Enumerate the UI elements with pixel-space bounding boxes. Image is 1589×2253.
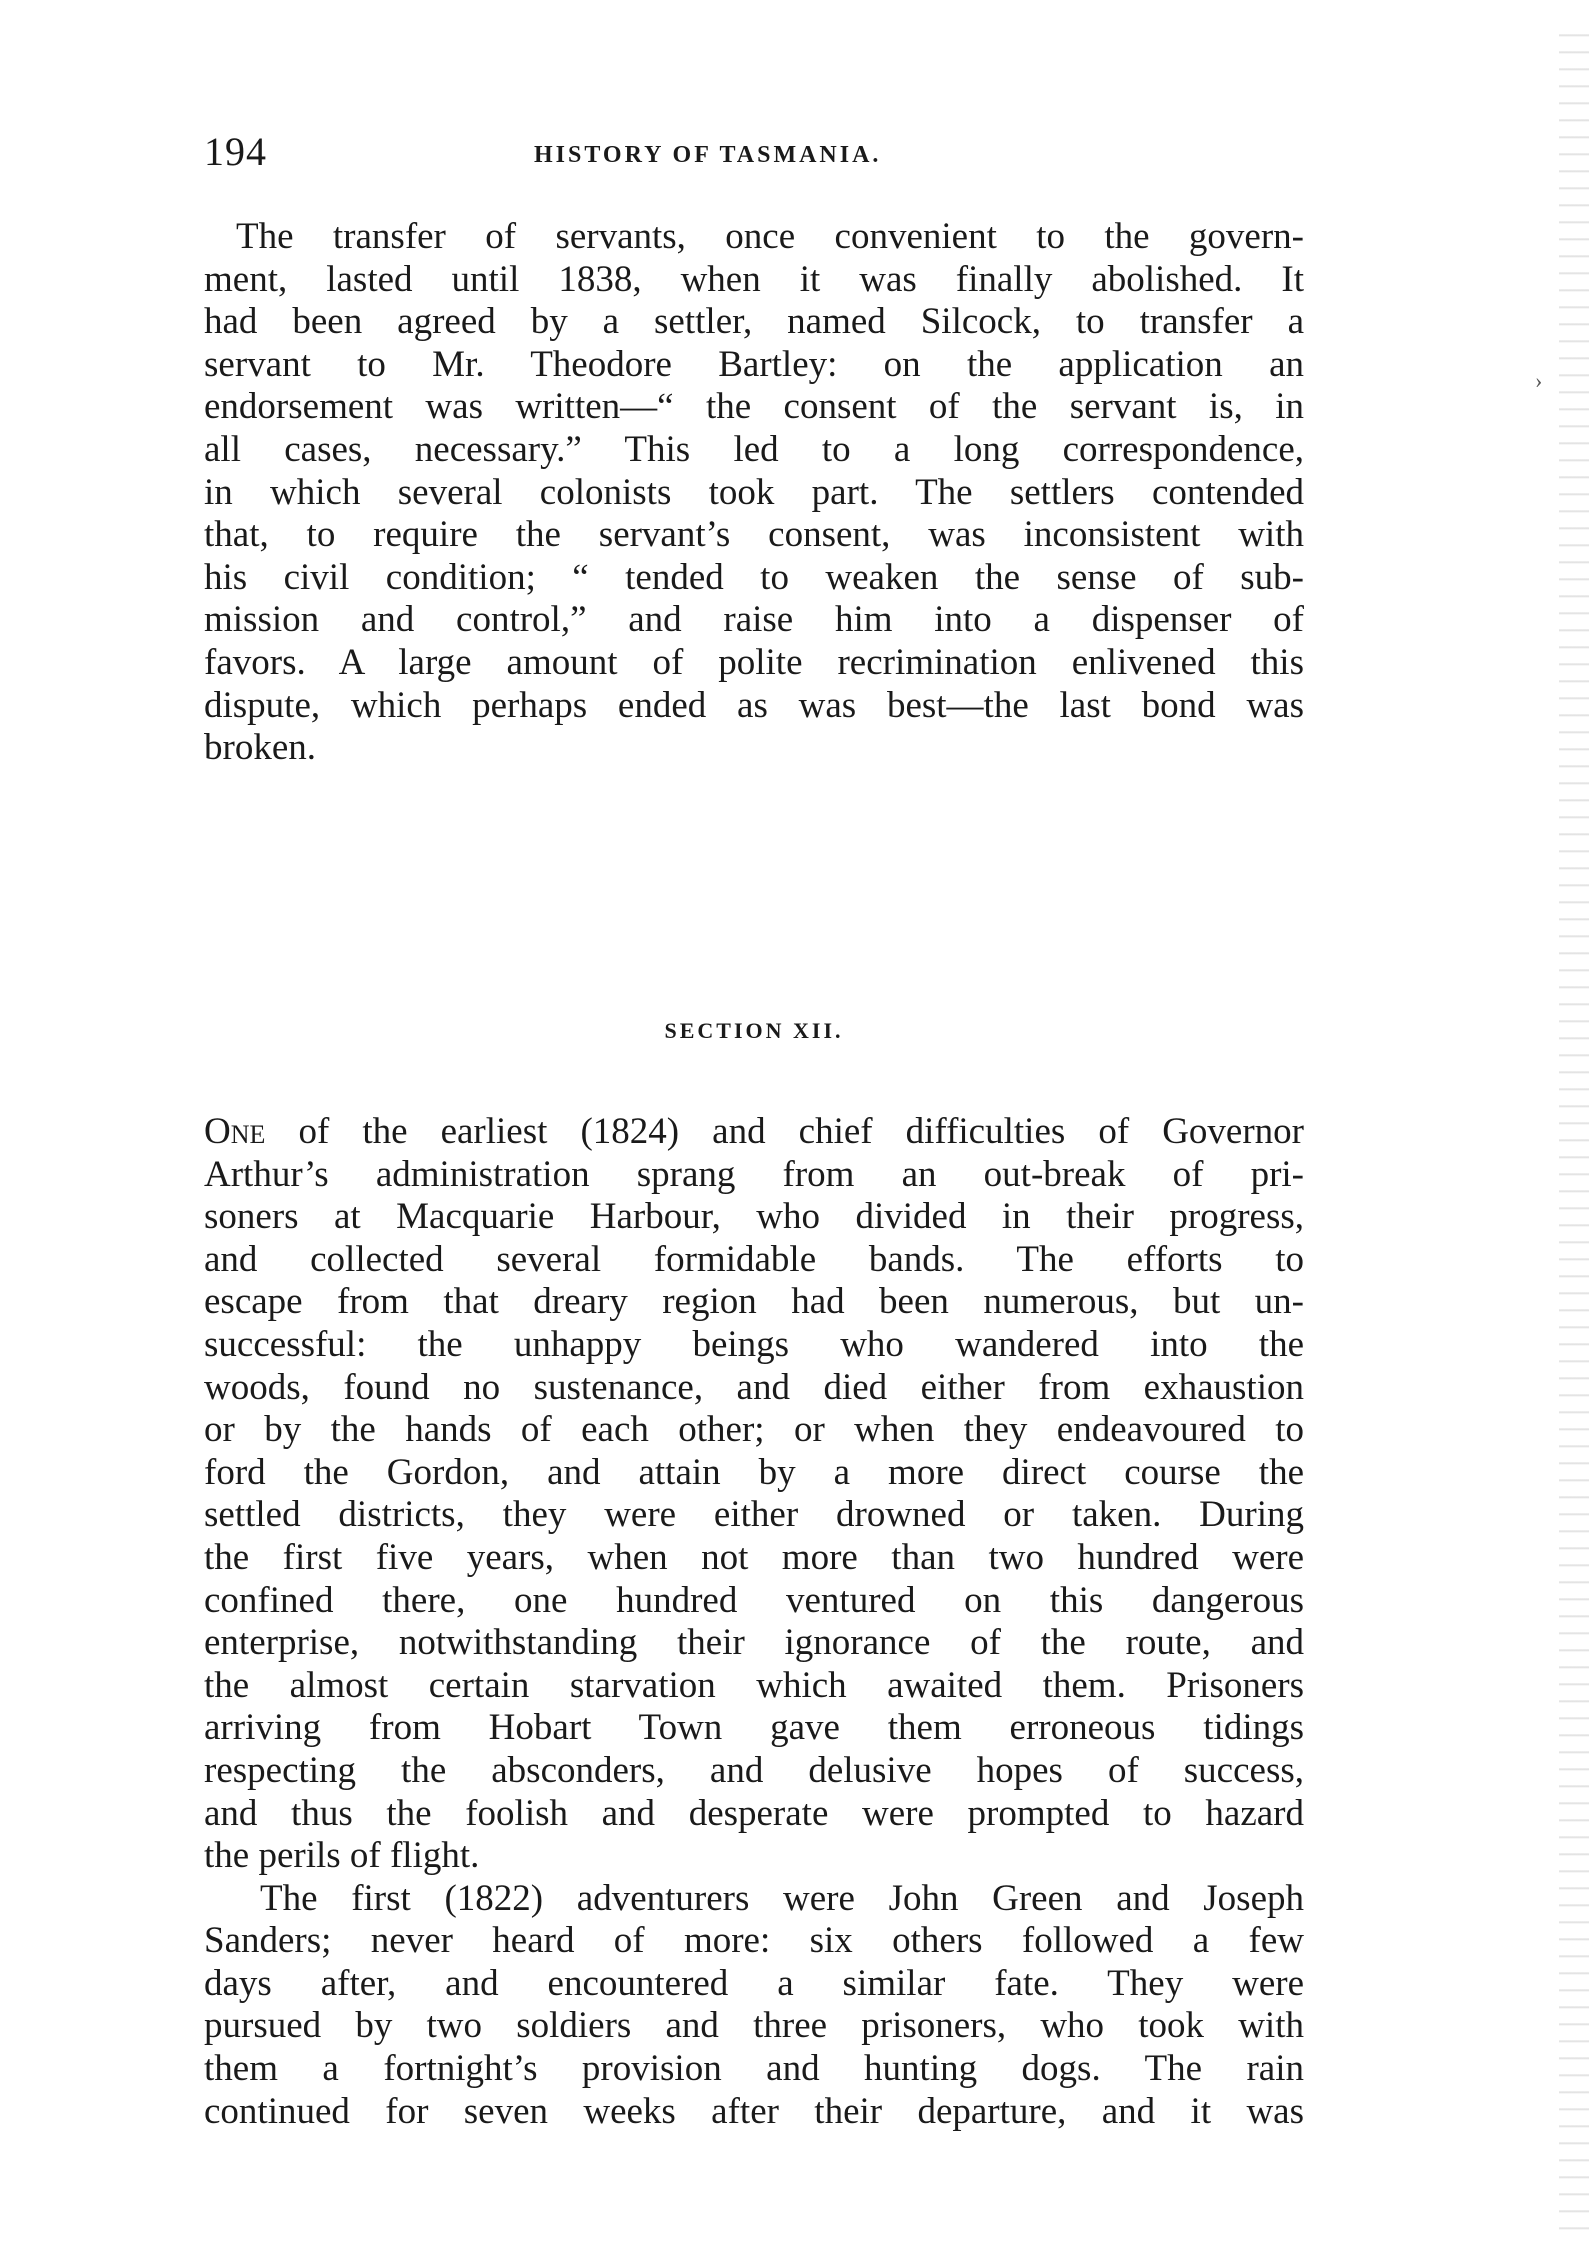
text-line: The first (1822) adventurers were John Green and Joseph bbox=[260, 1877, 1304, 1919]
drop-word: One bbox=[204, 1111, 266, 1152]
first-line-rest: of the earliest (1824) and chief difficulties of Governor bbox=[265, 1111, 1304, 1152]
page-number: 194 bbox=[204, 129, 267, 174]
section-heading: SECTION XII. bbox=[664, 1018, 844, 1043]
text-line: the almost certain starvation which awaited them. Prisoners bbox=[204, 1664, 1304, 1706]
text-line: successful: the unhappy beings who wandered into the bbox=[204, 1323, 1304, 1365]
text-line: servant to Mr. Theodore Bartley: on the application an bbox=[204, 343, 1304, 385]
paragraph-servant-transfer bbox=[204, 216, 1304, 770]
text-line: pursued by two soldiers and three prisoners, who took with bbox=[204, 2005, 1304, 2047]
text-line: Arthur’s administration sprang from an out-break of pri- bbox=[204, 1153, 1304, 1195]
text-line: respecting the absconders, and delusive hopes of success, bbox=[204, 1749, 1304, 1791]
running-title: HISTORY OF TASMANIA. bbox=[534, 142, 882, 168]
text-line: ment, lasted until 1838, when it was finally abolished. It bbox=[204, 258, 1304, 300]
text-line: favors. A large amount of polite recrimination enlivened this bbox=[204, 641, 1304, 683]
text-line: ford the Gordon, and attain by a more direct course the bbox=[204, 1451, 1304, 1493]
text-line: settled districts, they were either drowned or taken. During bbox=[204, 1494, 1304, 1536]
text-line: escape from that dreary region had been numerous, but un- bbox=[204, 1281, 1304, 1323]
text-line: in which several colonists took part. The settlers contended bbox=[204, 471, 1304, 513]
text-line: endorsement was written—“ the consent of the servant is, in bbox=[204, 386, 1304, 428]
text-line: woods, found no sustenance, and died either from exhaustion bbox=[204, 1366, 1304, 1408]
text-line: broken. bbox=[204, 727, 316, 769]
text-line: soners at Macquarie Harbour, who divided in their progress, bbox=[204, 1196, 1304, 1238]
text-line: days after, and encountered a similar fate. They were bbox=[204, 1962, 1304, 2004]
text-line: them a fortnight’s provision and hunting dogs. The rain bbox=[204, 2048, 1304, 2090]
text-line: mission and control,” and raise him into a dispenser of bbox=[204, 599, 1304, 641]
text-line: confined there, one hundred ventured on this dangerous bbox=[204, 1579, 1304, 1621]
text-line: all cases, necessary.” This led to a long correspondence, bbox=[204, 428, 1304, 470]
margin-mark: › bbox=[1535, 368, 1543, 393]
text-line bbox=[204, 1111, 1304, 1154]
text-line: enterprise, notwithstanding their ignorance of the route, and bbox=[204, 1622, 1304, 1664]
text-line: and collected several formidable bands. The efforts to bbox=[204, 1238, 1304, 1280]
text-line: his civil condition; “ tended to weaken the sense of sub- bbox=[204, 556, 1304, 598]
text-line: that, to require the servant’s consent, was inconsistent with bbox=[204, 514, 1304, 556]
running-head bbox=[204, 128, 1304, 178]
text-line: the perils of flight. bbox=[204, 1835, 480, 1877]
text-line: dispute, which perhaps ended as was best—the last bond was bbox=[204, 684, 1304, 726]
text-line: and thus the foolish and desperate were prompted to hazard bbox=[204, 1792, 1304, 1834]
paragraph-macquarie-harbour bbox=[204, 1111, 1304, 2133]
text-line: The transfer of servants, once convenient to the govern- bbox=[236, 216, 1304, 257]
page-edge-shadow bbox=[1559, 20, 1589, 2240]
text-line: arriving from Hobart Town gave them erroneous tidings bbox=[204, 1707, 1304, 1749]
text-line: had been agreed by a settler, named Silcock, to transfer a bbox=[204, 301, 1304, 343]
text-line: Sanders; never heard of more: six others followed a few bbox=[204, 1920, 1304, 1962]
text-line: the first five years, when not more than two hundred were bbox=[204, 1536, 1304, 1578]
text-line: continued for seven weeks after their departure, and it was bbox=[204, 2090, 1304, 2132]
text-line: or by the hands of each other; or when they endeavoured to bbox=[204, 1409, 1304, 1451]
